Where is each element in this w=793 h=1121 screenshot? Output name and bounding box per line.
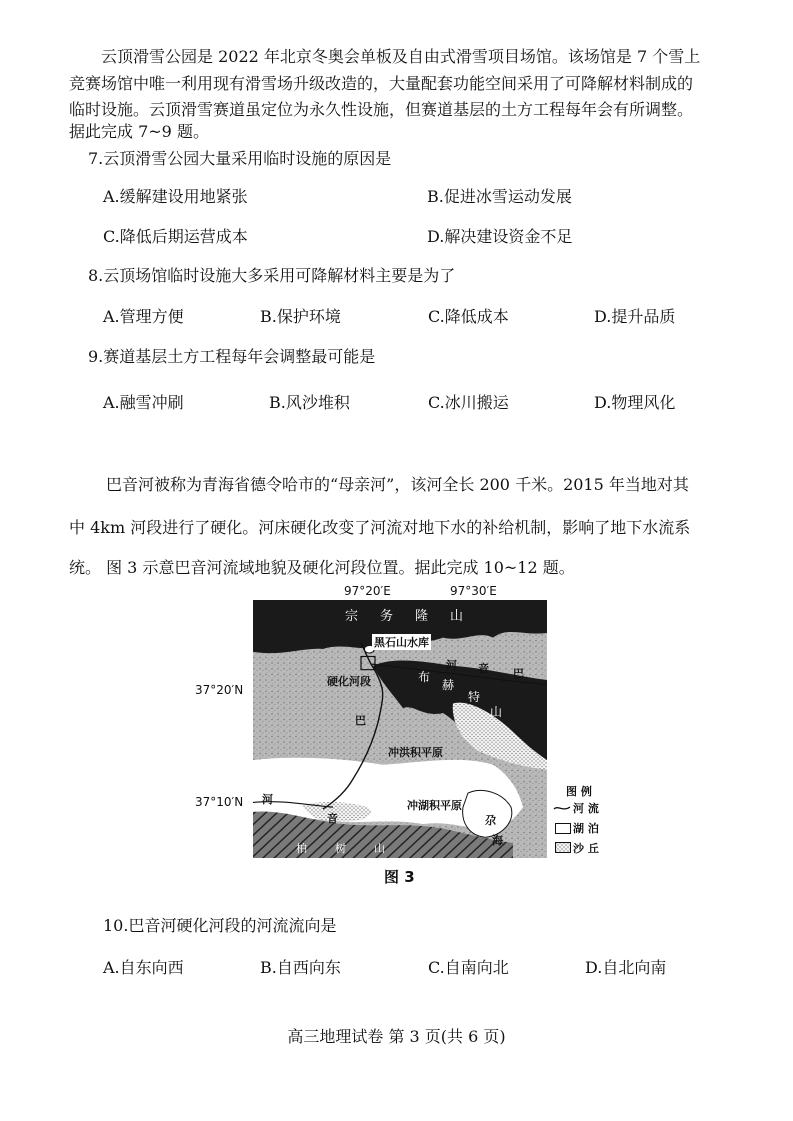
mid-mountain-3: 特 (468, 690, 481, 704)
legend-lake-icon (555, 823, 571, 834)
river-label-yin: 音 (478, 662, 489, 675)
legend-river-label: 河 流 (573, 802, 599, 815)
alluvial-plain-label: 冲洪积平原 (388, 746, 443, 759)
north-mountain-label: 宗务隆山 (345, 609, 486, 624)
legend-dune-icon (555, 842, 571, 853)
q9-option-b: B.风沙堆积 (269, 393, 350, 412)
river-mid-ba: 巴 (355, 714, 366, 727)
lon-label-2: 97°30′E (450, 584, 497, 598)
q8-option-a: A.管理方便 (103, 307, 184, 326)
passage2-line1: 巴音河被称为青海省德令哈市的“母亲河”，该河全长 200 千米。2015 年当地对其 (106, 475, 689, 494)
river-label-ba: 巴 (513, 667, 524, 680)
passage2-line3: 统。 图 3 示意巴音河流域地貌及硬化河段位置。据此完成 10~12 题。 (69, 558, 575, 577)
q7-option-d: D.解决建设资金不足 (427, 227, 573, 246)
lake-label-1: 尕 (485, 814, 496, 827)
passage1-line4: 据此完成 7~9 题。 (69, 122, 209, 141)
q10-option-d: D.自北向南 (585, 958, 667, 977)
q9-stem: 9.赛道基层土方工程每年会调整最可能是 (88, 347, 376, 366)
lake-label-2: 海 (492, 834, 503, 847)
q8-option-d: D.提升品质 (594, 307, 676, 326)
passage1-line2: 竞赛场馆中唯一利用现有滑雪场升级改造的，大量配套功能空间采用了可降解材料制成的 (69, 74, 694, 93)
mid-mountain-1: 布 (418, 670, 431, 684)
q7-stem: 7.云顶滑雪公园大量采用临时设施的原因是 (88, 149, 392, 168)
q10-option-a: A.自东向西 (103, 958, 184, 977)
mid-mountain-4: 山 (490, 705, 503, 719)
q9-option-c: C.冰川搬运 (428, 393, 509, 412)
river-label-he: 河 (446, 659, 457, 672)
q7-option-b: B.促进冰雪运动发展 (427, 187, 572, 206)
legend-river-icon (553, 804, 571, 812)
legend-lake-label: 湖 泊 (573, 822, 599, 835)
reservoir-label: 黑石山水库 (374, 636, 429, 649)
q9-option-d: D.物理风化 (594, 393, 676, 412)
q10-option-c: C.自南向北 (428, 958, 509, 977)
lon-label-1: 97°20′E (344, 584, 391, 598)
lacustrine-plain-label: 冲湖积平原 (407, 799, 462, 812)
lat-label-2: 37°10′N (195, 795, 244, 809)
q9-option-a: A.融雪冲刷 (103, 393, 184, 412)
figure-title: 图 3 (384, 868, 415, 886)
q7-option-c: C.降低后期运营成本 (103, 227, 248, 246)
passage2-line2: 中 4km 河段进行了硬化。河床硬化改变了河流对地下水的补给机制，影响了地下水流系 (69, 518, 691, 537)
legend-title: 图 例 (566, 785, 592, 798)
q8-stem: 8.云顶场馆临时设施大多采用可降解材料主要是为了 (88, 266, 456, 285)
mid-mountain-2: 赫 (442, 678, 455, 692)
passage1-line1: 云顶滑雪公园是 2022 年北京冬奥会单板及自由式滑雪项目场馆。该场馆是 7 个雪上 (101, 47, 701, 66)
q10-option-b: B.自西向东 (260, 958, 341, 977)
q8-option-c: C.降低成本 (428, 307, 509, 326)
legend-dune-label: 沙 丘 (573, 842, 599, 855)
q10-stem: 10.巴音河硬化河段的河流流向是 (103, 916, 337, 935)
river-mid-yin: 音 (327, 812, 338, 825)
lat-label-1: 37°20′N (195, 683, 244, 697)
page-footer: 高三地理试卷 第 3 页(共 6 页) (287, 1027, 506, 1046)
q8-option-b: B.保护环境 (260, 307, 341, 326)
passage1-line3: 临时设施。云顶滑雪赛道虽定位为永久性设施，但赛道基层的土方工程每年会有所调整。 (69, 100, 694, 119)
q7-option-a: A.缓解建设用地紧张 (103, 187, 248, 206)
river-west-he: 河 (262, 793, 273, 806)
hardened-section-label: 硬化河段 (327, 675, 371, 688)
south-mountain-label: 柏树山 (296, 842, 413, 855)
